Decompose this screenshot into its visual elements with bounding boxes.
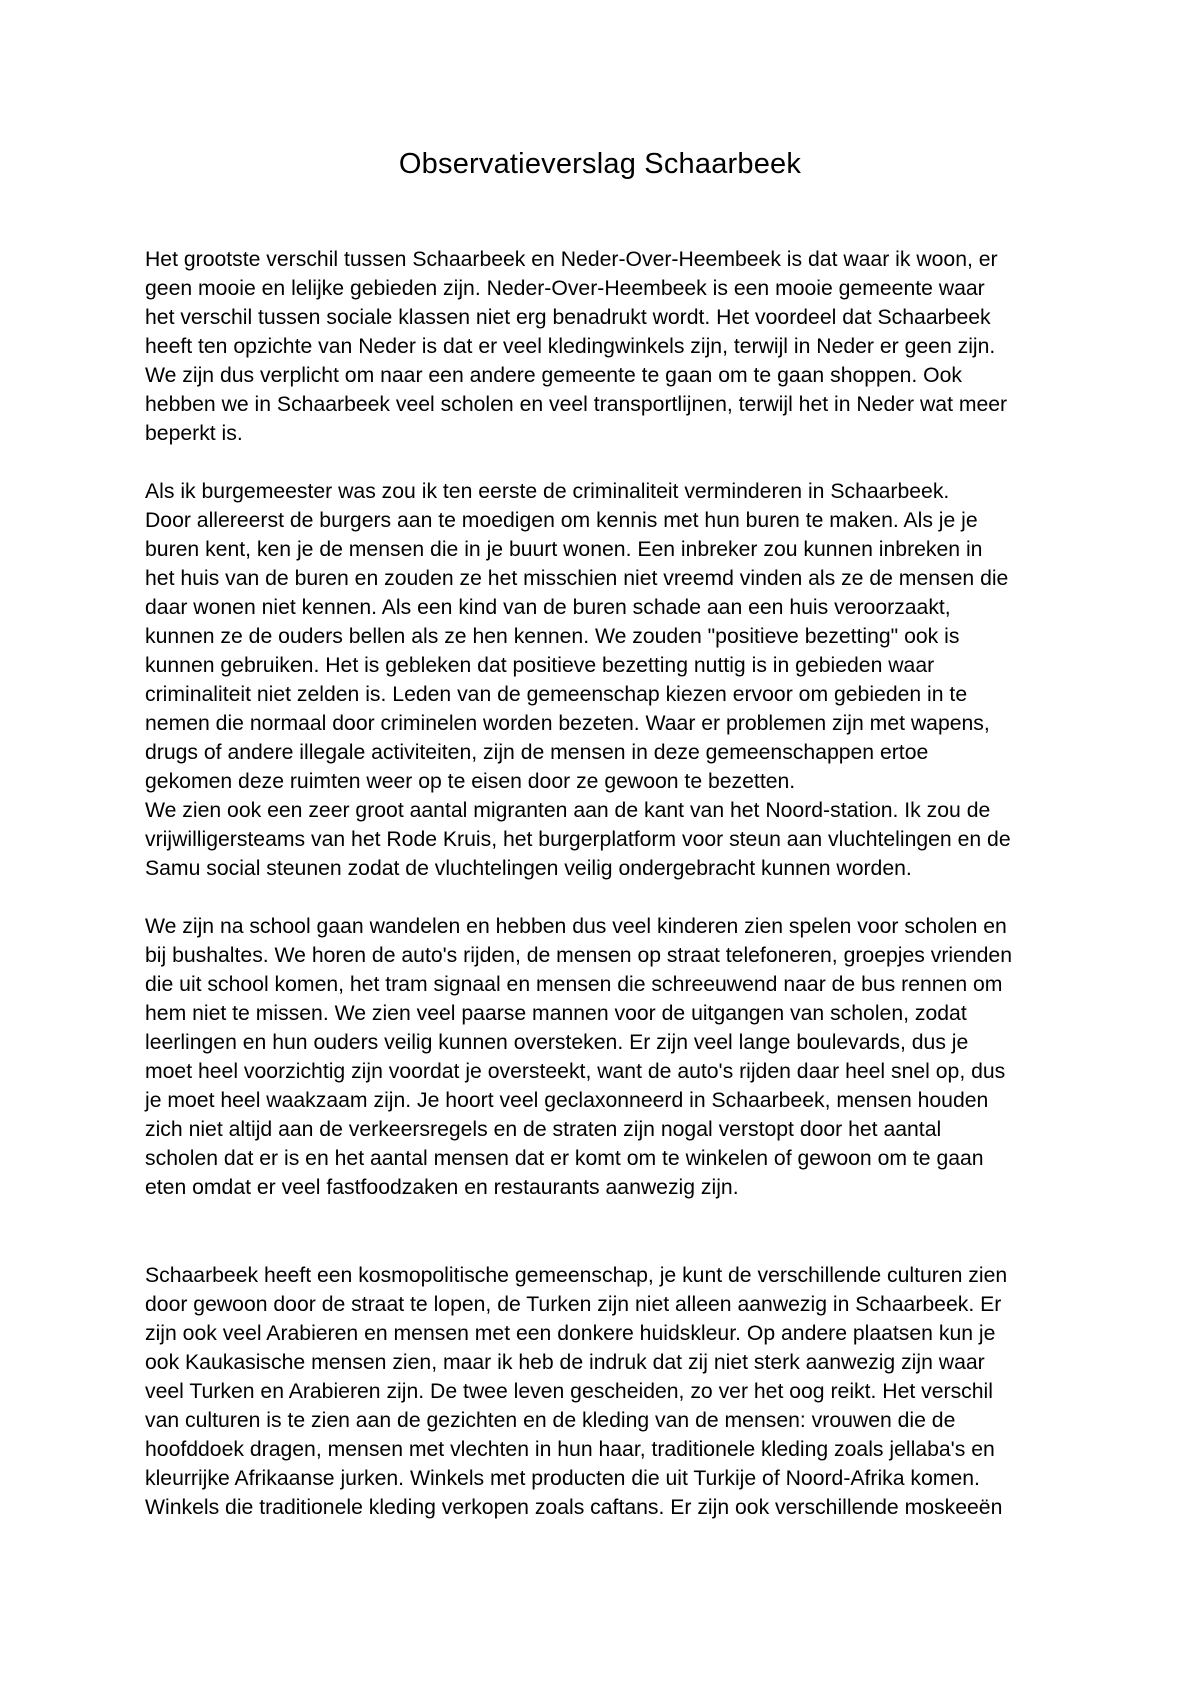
- text-line: hoofddoek dragen, mensen met vlechten in hun haar, traditionele kleding zoals jellaba's en: [145, 1438, 995, 1461]
- text-line: We zijn na school gaan wandelen en hebben dus veel kinderen zien spelen voor scholen en: [145, 915, 1007, 938]
- text-line: ook Kaukasische mensen zien, maar ik heb de indruk dat zij niet sterk aanwezig zijn waar: [145, 1351, 985, 1374]
- text-line: geen mooie en lelijke gebieden zijn. Neder-Over-Heembeek is een mooie gemeente waar: [145, 277, 985, 300]
- text-line: gekomen deze ruimten weer op te eisen door ze gewoon te bezetten.: [145, 770, 796, 793]
- text-line: We zien ook een zeer groot aantal migranten aan de kant van het Noord-station. Ik zou de: [145, 799, 991, 822]
- text-line: heeft ten opzichte van Neder is dat er veel kledingwinkels zijn, terwijl in Neder er geen zijn.: [145, 335, 996, 358]
- text-line: Winkels die traditionele kleding verkopen zoals caftans. Er zijn ook verschillende moskeeën: [145, 1496, 1003, 1519]
- text-line: zijn ook veel Arabieren en mensen met een donkere huidskleur. Op andere plaatsen kun je: [145, 1322, 996, 1345]
- text-line: leerlingen en hun ouders veilig kunnen oversteken. Er zijn veel lange boulevards, dus je: [145, 1031, 969, 1054]
- text-line: veel Turken en Arabieren zijn. De twee leven gescheiden, zo ver het oog reikt. Het verschil: [145, 1380, 993, 1403]
- text-line: drugs of andere illegale activiteiten, zijn de mensen in deze gemeenschappen ertoe: [145, 741, 929, 764]
- text-line: het verschil tussen sociale klassen niet erg benadrukt wordt. Het voordeel dat Schaarbeek: [145, 306, 991, 329]
- text-line: je moet heel waakzaam zijn. Je hoort veel geclaxonneerd in Schaarbeek, mensen houden: [145, 1089, 989, 1112]
- text-line: We zijn dus verplicht om naar een andere gemeente te gaan om te gaan shoppen. Ook: [145, 364, 963, 387]
- text-line: kleurrijke Afrikaanse jurken. Winkels met producten die uit Turkije of Noord-Afrika komen.: [145, 1467, 980, 1490]
- text-line: Het grootste verschil tussen Schaarbeek en Neder-Over-Heembeek is dat waar ik woon, er: [145, 248, 998, 271]
- text-line: daar wonen niet kennen. Als een kind van de buren schade aan een huis veroorzaakt,: [145, 596, 951, 619]
- text-line: kunnen gebruiken. Het is gebleken dat positieve bezetting nuttig is in gebieden waar: [145, 654, 935, 677]
- text-line: criminaliteit niet zelden is. Leden van de gemeenschap kiezen ervoor om gebieden in te: [145, 683, 968, 706]
- text-line: hem niet te missen. We zien veel paarse mannen voor de uitgangen van scholen, zodat: [145, 1002, 967, 1025]
- text-line: Schaarbeek heeft een kosmopolitische gemeenschap, je kunt de verschillende culturen zien: [145, 1264, 1008, 1287]
- text-line: buren kent, ken je de mensen die in je buurt wonen. Een inbreker zou kunnen inbreken in: [145, 538, 983, 561]
- text-line: door gewoon door de straat te lopen, de Turken zijn niet alleen aanwezig in Schaarbeek. Er: [145, 1293, 1002, 1316]
- text-line: Samu social steunen zodat de vluchtelingen veilig ondergebracht kunnen worden.: [145, 857, 912, 880]
- text-line: van culturen is te zien aan de gezichten en de kleding van de mensen: vrouwen die de: [145, 1409, 956, 1432]
- text-line: nemen die normaal door criminelen worden bezeten. Waar er problemen zijn met wapens,: [145, 712, 990, 735]
- document-title: Observatieverslag Schaarbeek: [398, 148, 802, 180]
- text-line: zich niet altijd aan de verkeersregels en de straten zijn nogal verstopt door het aantal: [145, 1118, 942, 1141]
- text-line: moet heel voorzichtig zijn voordat je oversteekt, want de auto's rijden daar heel snel op, dus: [145, 1060, 1006, 1083]
- text-line: Als ik burgemeester was zou ik ten eerste de criminaliteit verminderen in Schaarbeek.: [145, 480, 950, 503]
- text-line: eten omdat er veel fastfoodzaken en restaurants aanwezig zijn.: [145, 1176, 739, 1199]
- text-line: die uit school komen, het tram signaal en mensen die schreeuwend naar de bus rennen om: [145, 973, 1003, 996]
- text-line: het huis van de buren en zouden ze het misschien niet vreemd vinden als ze de mensen die: [145, 567, 1009, 590]
- text-line: vrijwilligersteams van het Rode Kruis, het burgerplatform voor steun aan vluchtelingen en de: [145, 828, 1011, 851]
- text-line: hebben we in Schaarbeek veel scholen en veel transportlijnen, terwijl het in Neder wat meer: [145, 393, 1008, 416]
- text-line: kunnen ze de ouders bellen als ze hen kennen. We zouden "positieve bezetting" ook is: [145, 625, 960, 648]
- text-line: beperkt is.: [145, 422, 243, 445]
- text-line: Door allereerst de burgers aan te moedigen om kennis met hun buren te maken. Als je je: [145, 509, 978, 532]
- text-line: scholen dat er is en het aantal mensen dat er komt om te winkelen of gewoon om te gaan: [145, 1147, 984, 1170]
- text-line: bij bushaltes. We horen de auto's rijden, de mensen op straat telefoneren, groepjes vrienden: [145, 944, 1013, 967]
